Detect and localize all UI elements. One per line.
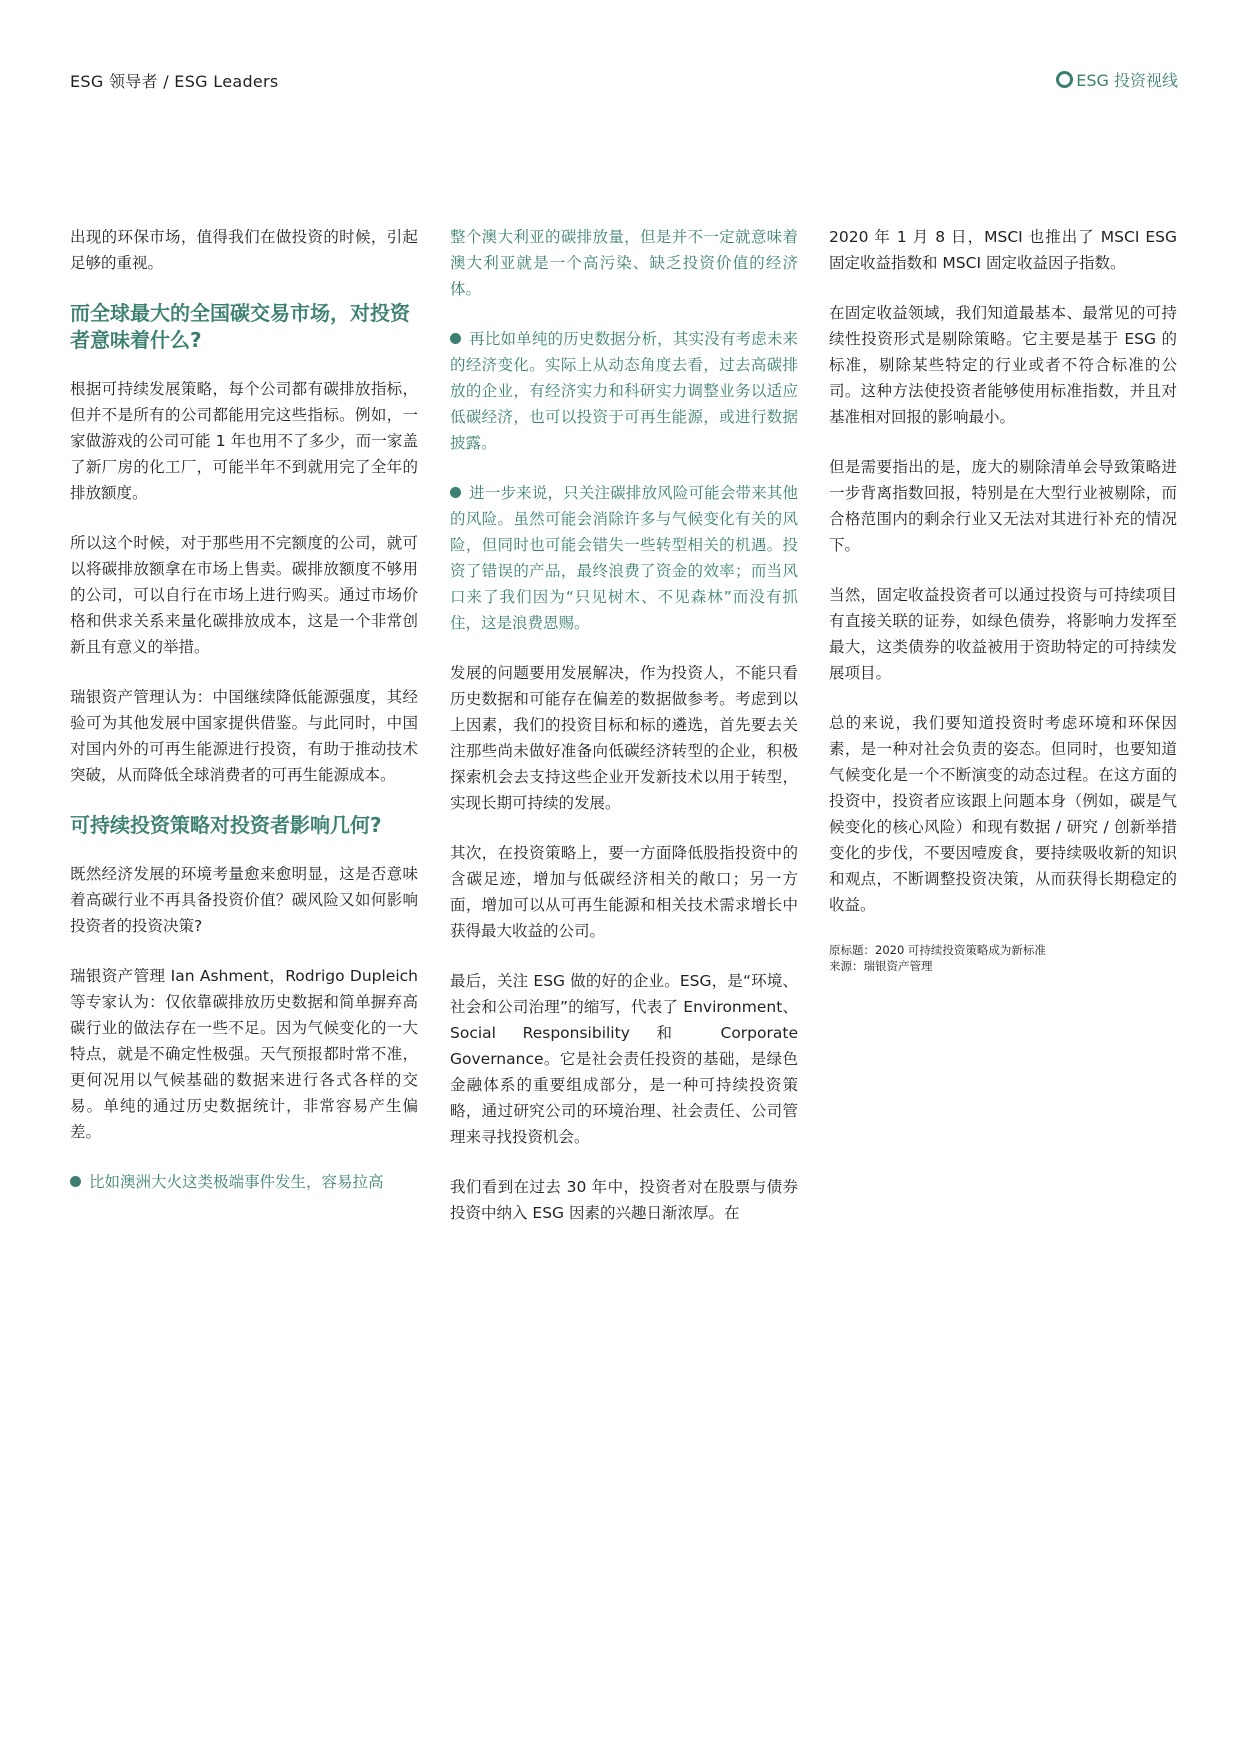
paragraph: 出现的环保市场，值得我们在做投资的时候，引起足够的重视。 <box>70 228 418 272</box>
section-heading: 而全球最大的全国碳交易市场，对投资者意味着什么? <box>70 301 410 352</box>
paragraph: 但是需要指出的是，庞大的剔除清单会导致策略进一步背离指数回报，特别是在大型行业被剔除，而合格范围内的剩余行业又无法对其进行补充的情况下。 <box>829 458 1177 554</box>
bullet-text: 再比如单纯的历史数据分析，其实没有考虑未来的经济变化。实际上从动态角度去看，过去高碳排放的企业，有经济实力和科研实力调整业务以适应低碳经济，也可以投资于可再生能源，或进行数据披露。 <box>450 330 798 452</box>
paragraph: 最后，关注 ESG 做的好的企业。ESG，是“环境、社会和公司治理”的缩写，代表了 Environment、Social Responsibility 和 Corporate Governance。它是社会责任投资的基础，是绿色金融体系的重要组成部分，是一种可持续投资策略，通过研究公司的环境治理、社会责任、公司管理来寻找投资机会。 <box>450 972 798 1146</box>
header-column-title <box>1056 68 1178 91</box>
bullet-dot-icon <box>450 333 461 344</box>
bullet-item <box>450 326 798 456</box>
bullet-text: 进一步来说，只关注碳排放风险可能会带来其他的风险。虽然可能会消除许多与气候变化有关的风险，但同时也可能会错失一些转型相关的机遇。投资了错误的产品，最终浪费了资金的效率；而当风口来了我们因为“只见树木、不见森林”而没有抓住，这是浪费恩赐。 <box>450 484 798 632</box>
ring-icon <box>1056 71 1073 88</box>
paragraph: 我们看到在过去 30 年中，投资者对在股票与债券投资中纳入 ESG 因素的兴趣日渐浓厚。在 <box>450 1178 798 1222</box>
article-column-1 <box>70 224 418 1219</box>
paragraph: 2020 年 1 月 8 日，MSCI 也推出了 MSCI ESG 固定收益指数和 MSCI 固定收益因子指数。 <box>829 228 1177 272</box>
source-original-title: 原标题：2020 可持续投资策略成为新标准 <box>829 943 1046 957</box>
paragraph: 在固定收益领域，我们知道最基本、最常见的可持续性投资形式是剔除策略。它主要是基于 ESG 的标准，剔除某些特定的行业或者不符合标准的公司。这种方法使投资者能够使用标准指数，并且对基准相对回报的影响最小。 <box>829 304 1177 426</box>
bullet-item <box>70 1169 418 1195</box>
bullet-text: 比如澳洲大火这类极端事件发生，容易拉高 <box>89 1173 384 1191</box>
section-heading: 可持续投资策略对投资者影响几何? <box>70 813 382 837</box>
paragraph: 瑞银资产管理 Ian Ashment，Rodrigo Dupleich 等专家认为：仅依靠碳排放历史数据和简单摒弃高碳行业的做法存在一些不足。因为气候变化的一大特点，就是不确定性极强。天气预报都时常不准，更何况用以气候基础的数据来进行各式各样的交易。单纯的通过历史数据统计，非常容易产生偏差。 <box>70 967 418 1141</box>
header-section-title: ESG 领导者 / ESG Leaders <box>70 72 279 91</box>
bullet-continuation: 整个澳大利亚的碳排放量，但是并不一定就意味着澳大利亚就是一个高污染、缺乏投资价值的经济体。 <box>450 228 798 298</box>
bullet-dot-icon <box>70 1176 81 1187</box>
bullet-item <box>450 480 798 636</box>
paragraph: 总的来说，我们要知道投资时考虑环境和环保因素，是一种对社会负责的姿态。但同时，也要知道气候变化是一个不断演变的动态过程。在这方面的投资中，投资者应该跟上问题本身（例如，碳是气候变化的核心风险）和现有数据 / 研究 / 创新举措变化的步伐，不要因噎废食，要持续吸收新的知识和观点，不断调整投资决策，从而获得长期稳定的收益。 <box>829 714 1177 914</box>
paragraph: 既然经济发展的环境考量愈来愈明显，这是否意味着高碳行业不再具备投资价值？碳风险又如何影响投资者的投资决策? <box>70 865 418 935</box>
paragraph: 根据可持续发展策略，每个公司都有碳排放指标，但并不是所有的公司都能用完这些指标。例如，一家做游戏的公司可能 1 年也用不了多少，而一家盖了新厂房的化工厂，可能半年不到就用完了全年的排放额度。 <box>70 380 418 502</box>
paragraph: 其次，在投资策略上，要一方面降低股指投资中的含碳足迹，增加与低碳经济相关的敞口；另一方面，增加可以从可再生能源和相关技术需求增长中获得最大收益的公司。 <box>450 844 798 940</box>
paragraph: 当然，固定收益投资者可以通过投资与可持续项目有直接关联的证券，如绿色债券，将影响力发挥至最大，这类债券的收益被用于资助特定的可持续发展项目。 <box>829 586 1177 682</box>
paragraph: 发展的问题要用发展解决，作为投资人，不能只看历史数据和可能存在偏差的数据做参考。考虑到以上因素，我们的投资目标和标的遴选，首先要去关注那些尚未做好准备向低碳经济转型的企业，积极探索机会去支持这些企业开发新技术以用于转型，实现长期可持续的发展。 <box>450 664 798 812</box>
header-column-label: ESG 投资视线 <box>1076 71 1178 90</box>
article-column-3 <box>829 224 1177 974</box>
bullet-dot-icon <box>450 487 461 498</box>
paragraph: 瑞银资产管理认为：中国继续降低能源强度，其经验可为其他发展中国家提供借鉴。与此同时，中国对国内外的可再生能源进行投资，有助于推动技术突破，从而降低全球消费者的可再生能源成本。 <box>70 688 418 784</box>
paragraph: 所以这个时候，对于那些用不完额度的公司，就可以将碳排放额拿在市场上售卖。碳排放额度不够用的公司，可以自行在市场上进行购买。通过市场价格和供求关系来量化碳排放成本，这是一个非常创新且有意义的举措。 <box>70 534 418 656</box>
article-column-2 <box>450 224 798 1250</box>
source-origin: 来源：瑞银资产管理 <box>829 959 933 973</box>
source-note <box>829 942 1177 974</box>
